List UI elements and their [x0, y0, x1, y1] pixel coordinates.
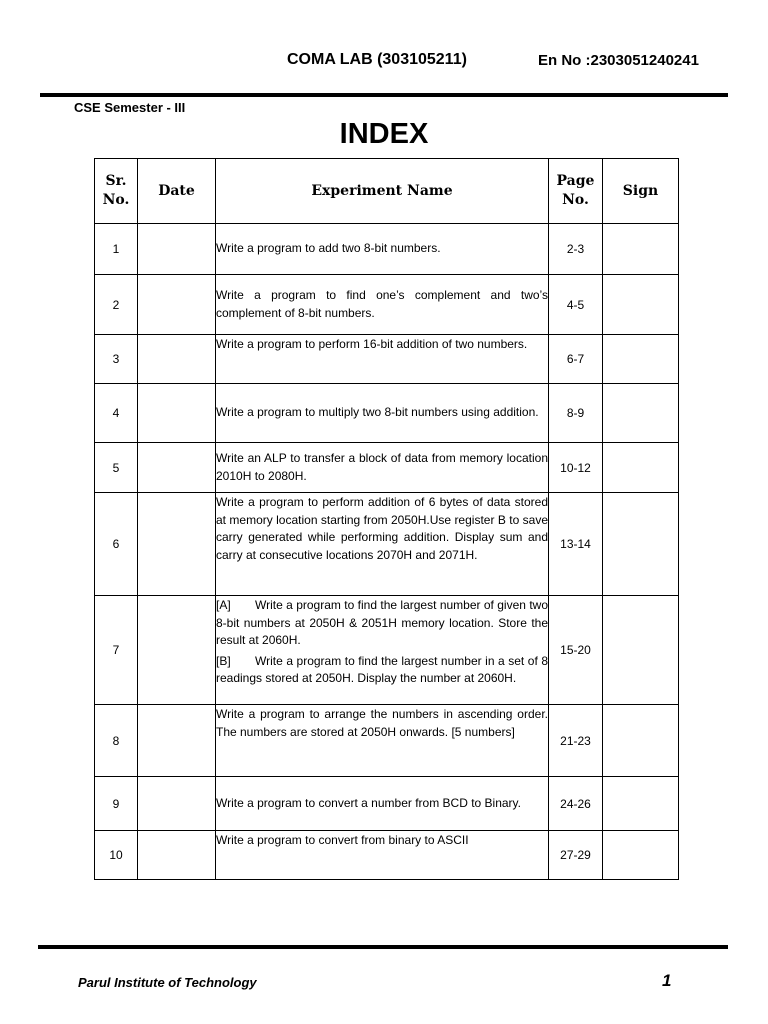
institute-name: Parul Institute of Technology	[78, 975, 257, 990]
table-row	[95, 493, 679, 596]
row-experiment: Write a program to multiply two 8-bit numbers using addition.	[216, 384, 549, 443]
row-page: 4-5	[549, 275, 603, 335]
table-row	[95, 831, 679, 880]
header-experiment-name: Experiment Name	[216, 159, 549, 224]
footer-rule	[38, 945, 728, 949]
header-date: Date	[138, 159, 216, 224]
row-sign	[603, 443, 679, 493]
sub-experiment-a: [A] Write a program to find the largest number of given two 8-bit numbers at 2050H & 2051H memory location. Store the result at 2060H.	[216, 598, 548, 647]
sub-experiment-b: [B] Write a program to find the largest number in a set of 8 readings stored at 2050H. Display the number at 2060H.	[216, 653, 548, 685]
row-experiment: Write a program to convert a number from BCD to Binary.	[216, 777, 549, 831]
row-sr-no: 5	[95, 443, 138, 493]
row-sign	[603, 831, 679, 880]
row-page: 15-20	[549, 596, 603, 705]
header-sign: Sign	[603, 159, 679, 224]
table-row	[95, 335, 679, 384]
header-sr-no: Sr. No.	[95, 159, 138, 224]
row-sign	[603, 224, 679, 275]
row-page: 2-3	[549, 224, 603, 275]
row-experiment: Write a program to perform addition of 6 bytes of data stored at memory location starting from 2050H.Use register B to save carry generated while performing addition. Display sum and carry at consecutive locations 2070H and 2071H.	[216, 493, 549, 596]
row-date	[138, 705, 216, 777]
table-row	[95, 384, 679, 443]
table-header-row	[95, 159, 679, 224]
row-date	[138, 443, 216, 493]
row-sign	[603, 275, 679, 335]
row-page: 13-14	[549, 493, 603, 596]
row-page: 10-12	[549, 443, 603, 493]
row-experiment	[216, 596, 549, 705]
header-page-no: Page No.	[549, 159, 603, 224]
row-experiment: Write an ALP to transfer a block of data from memory location 2010H to 2080H.	[216, 443, 549, 493]
row-sr-no: 9	[95, 777, 138, 831]
row-date	[138, 831, 216, 880]
row-sr-no: 6	[95, 493, 138, 596]
row-experiment: Write a program to find one’s complement and two’s complement of 8-bit numbers.	[216, 275, 549, 335]
enrollment-number: En No :2303051240241	[538, 52, 699, 69]
course-title: COMA LAB (303105211)	[287, 51, 467, 68]
row-sign	[603, 493, 679, 596]
table-row	[95, 777, 679, 831]
row-page: 6-7	[549, 335, 603, 384]
row-page: 24-26	[549, 777, 603, 831]
row-experiment: Write a program to convert from binary to ASCII	[216, 831, 549, 880]
table-row	[95, 275, 679, 335]
row-experiment: Write a program to perform 16-bit addition of two numbers.	[216, 335, 549, 384]
row-sign	[603, 777, 679, 831]
table-row	[95, 596, 679, 705]
index-table	[94, 158, 679, 880]
row-sign	[603, 335, 679, 384]
page-title: INDEX	[339, 118, 429, 150]
row-experiment: Write a program to add two 8-bit numbers.	[216, 224, 549, 275]
table-row	[95, 705, 679, 777]
row-sign	[603, 596, 679, 705]
row-sr-no: 10	[95, 831, 138, 880]
row-date	[138, 493, 216, 596]
page-number: 1	[662, 971, 672, 990]
row-page: 27-29	[549, 831, 603, 880]
row-sr-no: 1	[95, 224, 138, 275]
row-date	[138, 777, 216, 831]
row-page: 8-9	[549, 384, 603, 443]
table-row	[95, 224, 679, 275]
row-sr-no: 8	[95, 705, 138, 777]
row-experiment: Write a program to arrange the numbers in ascending order. The numbers are stored at 2050H onwards. [5 numbers]	[216, 705, 549, 777]
row-page: 21-23	[549, 705, 603, 777]
row-sr-no: 4	[95, 384, 138, 443]
row-sign	[603, 384, 679, 443]
row-date	[138, 384, 216, 443]
table-row	[95, 443, 679, 493]
row-sr-no: 7	[95, 596, 138, 705]
row-date	[138, 335, 216, 384]
row-sign	[603, 705, 679, 777]
row-sr-no: 3	[95, 335, 138, 384]
row-date	[138, 596, 216, 705]
header-rule	[40, 93, 728, 97]
row-date	[138, 275, 216, 335]
semester-label: CSE Semester - III	[74, 100, 186, 115]
row-date	[138, 224, 216, 275]
row-sr-no: 2	[95, 275, 138, 335]
